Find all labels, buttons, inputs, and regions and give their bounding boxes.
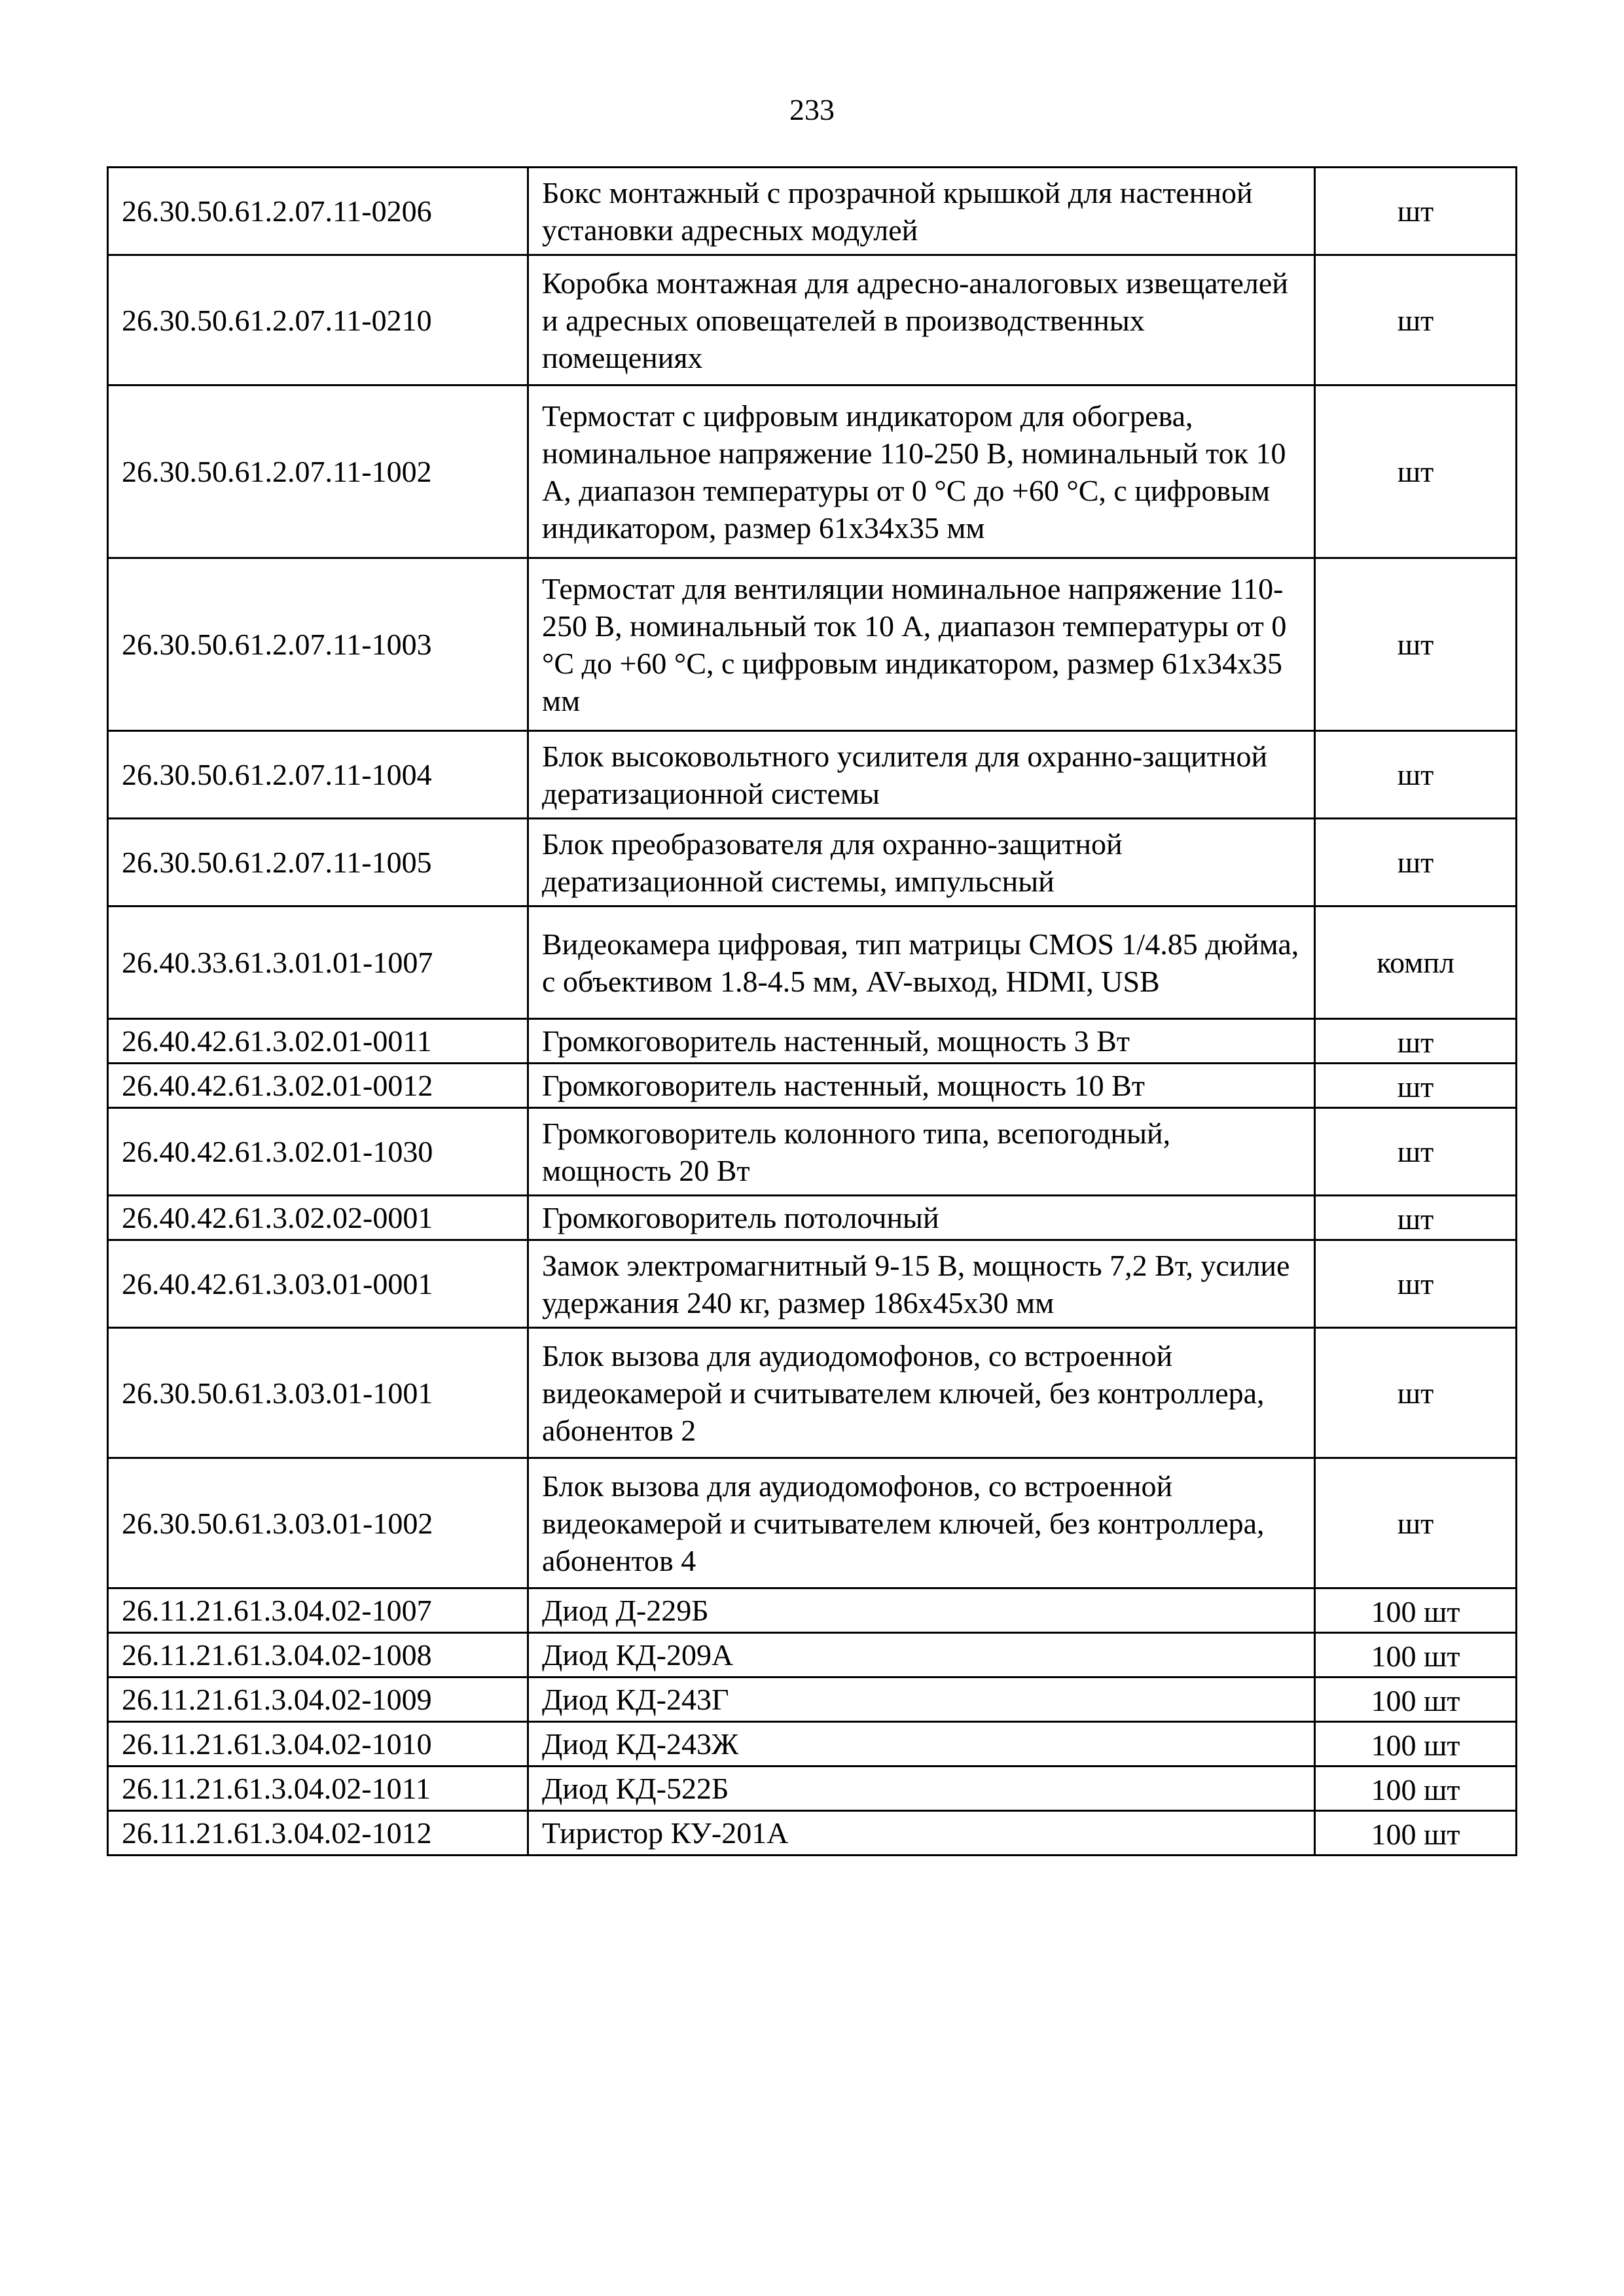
unit-of-measure: шт	[1315, 255, 1517, 386]
resource-name: Диод КД-243Г	[528, 1677, 1315, 1722]
table-row	[108, 1458, 1517, 1588]
table-row	[108, 1633, 1517, 1677]
table-row	[108, 168, 1517, 255]
unit-of-measure: 100 шт	[1315, 1588, 1517, 1633]
unit-of-measure: шт	[1315, 386, 1517, 558]
resource-code: 26.30.50.61.2.07.11-1003	[108, 558, 528, 731]
resource-name: Термостат с цифровым индикатором для обогрева, номинальное напряжение 110-250 В, номинальный ток 10 А, диапазон температуры от 0 °С до +60 °С, с цифровым индикатором, размер 61х34х35 мм	[528, 386, 1315, 558]
resource-code: 26.40.42.61.3.02.01-1030	[108, 1108, 528, 1196]
resource-code: 26.30.50.61.3.03.01-1002	[108, 1458, 528, 1588]
resource-code: 26.30.50.61.2.07.11-1005	[108, 819, 528, 906]
resource-name: Блок вызова для аудиодомофонов, со встроенной видеокамерой и считывателем ключей, без контроллера, абонентов 2	[528, 1328, 1315, 1458]
unit-of-measure: шт	[1315, 1064, 1517, 1108]
resource-name: Термостат для вентиляции номинальное напряжение 110-250 В, номинальный ток 10 А, диапазон температуры от 0 °С до +60 °С, с цифровым индикатором, размер 61х34х35 мм	[528, 558, 1315, 731]
unit-of-measure: 100 шт	[1315, 1767, 1517, 1811]
resource-code: 26.11.21.61.3.04.02-1011	[108, 1767, 528, 1811]
resource-table	[107, 166, 1517, 1856]
resource-code: 26.30.50.61.3.03.01-1001	[108, 1328, 528, 1458]
resource-code: 26.30.50.61.2.07.11-1002	[108, 386, 528, 558]
resource-code: 26.40.42.61.3.02.01-0011	[108, 1019, 528, 1064]
table-row	[108, 1064, 1517, 1108]
resource-code: 26.30.50.61.2.07.11-0210	[108, 255, 528, 386]
resource-name: Бокс монтажный с прозрачной крышкой для настенной установки адресных модулей	[528, 168, 1315, 255]
unit-of-measure: 100 шт	[1315, 1633, 1517, 1677]
resource-name: Блок преобразователя для охранно-защитной дератизационной системы, импульсный	[528, 819, 1315, 906]
resource-name: Тиристор КУ-201А	[528, 1811, 1315, 1856]
unit-of-measure: шт	[1315, 1108, 1517, 1196]
table-row	[108, 1588, 1517, 1633]
unit-of-measure: шт	[1315, 168, 1517, 255]
resource-name: Блок вызова для аудиодомофонов, со встроенной видеокамерой и считывателем ключей, без контроллера, абонентов 4	[528, 1458, 1315, 1588]
unit-of-measure: шт	[1315, 1458, 1517, 1588]
resource-code: 26.30.50.61.2.07.11-0206	[108, 168, 528, 255]
table-row	[108, 1722, 1517, 1767]
resource-code: 26.11.21.61.3.04.02-1008	[108, 1633, 528, 1677]
resource-name: Громкоговоритель настенный, мощность 10 Вт	[528, 1064, 1315, 1108]
table-row	[108, 819, 1517, 906]
resource-name: Диод КД-522Б	[528, 1767, 1315, 1811]
resource-name: Диод КД-209А	[528, 1633, 1315, 1677]
resource-code: 26.40.42.61.3.03.01-0001	[108, 1240, 528, 1328]
unit-of-measure: шт	[1315, 1019, 1517, 1064]
resource-name: Замок электромагнитный 9-15 В, мощность 7,2 Вт, усилие удержания 240 кг, размер 186х45х30 мм	[528, 1240, 1315, 1328]
resource-code: 26.30.50.61.2.07.11-1004	[108, 731, 528, 819]
table-row	[108, 1328, 1517, 1458]
resource-name: Громкоговоритель настенный, мощность 3 Вт	[528, 1019, 1315, 1064]
resource-name: Коробка монтажная для адресно-аналоговых извещателей и адресных оповещателей в производственных помещениях	[528, 255, 1315, 386]
table-row	[108, 1677, 1517, 1722]
table-row	[108, 906, 1517, 1019]
resource-name: Диод КД-243Ж	[528, 1722, 1315, 1767]
table-row	[108, 1767, 1517, 1811]
resource-code: 26.11.21.61.3.04.02-1007	[108, 1588, 528, 1633]
table-row	[108, 1108, 1517, 1196]
table-row	[108, 1240, 1517, 1328]
unit-of-measure: 100 шт	[1315, 1811, 1517, 1856]
resource-code: 26.11.21.61.3.04.02-1009	[108, 1677, 528, 1722]
unit-of-measure: компл	[1315, 906, 1517, 1019]
unit-of-measure: шт	[1315, 1328, 1517, 1458]
unit-of-measure: шт	[1315, 731, 1517, 819]
table-row	[108, 558, 1517, 731]
unit-of-measure: шт	[1315, 1196, 1517, 1240]
resource-name: Громкоговоритель потолочный	[528, 1196, 1315, 1240]
table-row	[108, 255, 1517, 386]
resource-name: Громкоговоритель колонного типа, всепогодный, мощность 20 Вт	[528, 1108, 1315, 1196]
unit-of-measure: 100 шт	[1315, 1722, 1517, 1767]
resource-code: 26.40.42.61.3.02.01-0012	[108, 1064, 528, 1108]
table-body	[108, 168, 1517, 1856]
table-row	[108, 386, 1517, 558]
resource-code: 26.11.21.61.3.04.02-1012	[108, 1811, 528, 1856]
unit-of-measure: шт	[1315, 558, 1517, 731]
resource-code: 26.11.21.61.3.04.02-1010	[108, 1722, 528, 1767]
table-row	[108, 1019, 1517, 1064]
unit-of-measure: шт	[1315, 819, 1517, 906]
resource-name: Диод Д-229Б	[528, 1588, 1315, 1633]
resource-name: Видеокамера цифровая, тип матрицы CMOS 1/4.85 дюйма, с объективом 1.8-4.5 мм, AV-выход, HDMI, USB	[528, 906, 1315, 1019]
unit-of-measure: шт	[1315, 1240, 1517, 1328]
table-row	[108, 731, 1517, 819]
unit-of-measure: 100 шт	[1315, 1677, 1517, 1722]
resource-code: 26.40.33.61.3.01.01-1007	[108, 906, 528, 1019]
resource-name: Блок высоковольтного усилителя для охранно-защитной дератизационной системы	[528, 731, 1315, 819]
table-row	[108, 1811, 1517, 1856]
resource-code: 26.40.42.61.3.02.02-0001	[108, 1196, 528, 1240]
table-row	[108, 1196, 1517, 1240]
page-number: 233	[789, 93, 835, 126]
